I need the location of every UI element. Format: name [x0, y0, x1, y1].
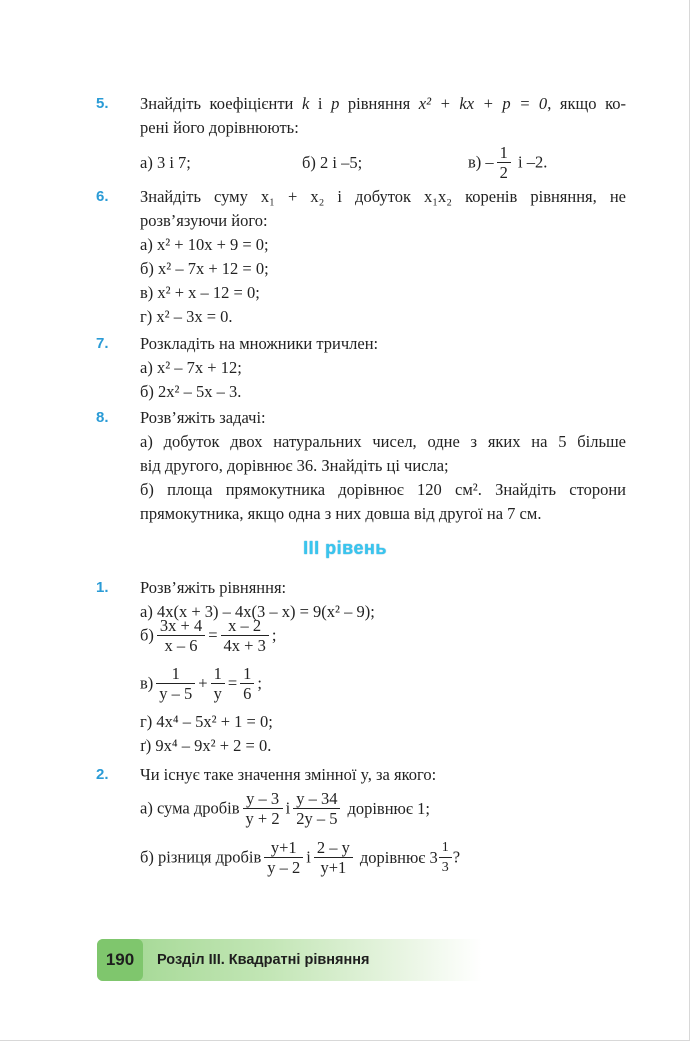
fraction: $\frac{y - 34}{2y - 5}$ — [293, 789, 340, 828]
chapter-title: Розділ ІІІ. Квадратні рівняння — [157, 952, 370, 968]
task-8-text: Розв’яжіть задачі: — [140, 408, 266, 427]
task-number: 6. — [96, 188, 109, 205]
task-8-b-line1: б) площа прямокутника дорівнює 120 см². Знайдіть сторони — [140, 480, 626, 499]
task-number: 1. — [96, 579, 109, 596]
l3-task-2-b: б) різниця дробів $\frac{y+1}{y - 2}$ і $\frac{2 - y}{y+1}$ дорівнює 3 $\frac{1}{3}$ ? — [140, 838, 461, 877]
task-number: 5. — [96, 95, 109, 112]
task-5-option-b: б) 2 і –5; — [302, 153, 363, 172]
task-5-text-cont: рені його дорівнюють: — [140, 118, 299, 137]
l3-task-1-c: в) $\frac{1}{y - 5}$ + $\frac{1}{y}$ = $\frac{1}{6}$ ; — [140, 664, 263, 703]
task-number: 7. — [96, 335, 109, 352]
task-6-item: а) x² + 10x + 9 = 0; — [140, 235, 269, 254]
l3-task-1-e: ґ) 9x⁴ – 9x² + 2 = 0. — [140, 736, 272, 755]
task-8-a-line2: від другого, дорівнює 36. Знайдіть ці числа; — [140, 456, 449, 475]
fraction: $\frac{x - 2}{4x + 3}$ — [221, 616, 269, 655]
page-number: 190 — [97, 939, 143, 981]
fraction: $\frac{y+1}{y - 2}$ — [264, 838, 303, 877]
task-6-text-cont: розв’язуючи його: — [140, 211, 268, 230]
task-6-item: в) x² + x – 12 = 0; — [140, 283, 260, 302]
task-8-a-line1: а) добуток двох натуральних чисел, одне з яких на 5 більше — [140, 432, 626, 451]
task-7-item: а) x² – 7x + 12; — [140, 358, 242, 377]
task-number: 2. — [96, 766, 109, 783]
fraction: $\frac{y - 3}{y + 2}$ — [243, 789, 283, 828]
fraction: $\frac{3x + 4}{x - 6}$ — [157, 616, 205, 655]
l3-task-1-a: а) 4x(x + 3) – 4x(3 – x) = 9(x² – 9); — [140, 602, 375, 621]
task-5-option-a: а) 3 і 7; — [140, 153, 191, 172]
l3-task-1-d: г) 4x⁴ – 5x² + 1 = 0; — [140, 712, 273, 731]
task-number: 8. — [96, 409, 109, 426]
fraction: $\frac{1}{y}$ — [211, 664, 225, 703]
task-7-text: Розкладіть на множники тричлен: — [140, 334, 379, 353]
level-heading: ІІІ рівень — [303, 538, 387, 558]
task-6-item: б) x² – 7x + 12 = 0; — [140, 259, 269, 278]
l3-task-2-text: Чи існує таке значення змінної y, за якого: — [140, 765, 437, 784]
fraction: $\frac{2 - y}{y+1}$ — [314, 838, 353, 877]
fraction: $\frac{1}{6}$ — [240, 664, 254, 703]
task-5-text: Знайдіть коефіцієнти k і p рівняння x² + kx + p = 0, якщо ко- — [140, 94, 626, 113]
l3-task-1-text: Розв’яжіть рівняння: — [140, 578, 287, 597]
task-6-text: Знайдіть суму x₁ + x₂ і добуток x₁x₂ коренів рівняння, не — [140, 187, 626, 206]
task-7-item: б) 2x² – 5x – 3. — [140, 382, 242, 401]
task-6-item: г) x² – 3x = 0. — [140, 307, 233, 326]
task-8-b-line2: прямокутника, якщо одна з них довша від другої на 7 см. — [140, 504, 542, 523]
l3-task-1-b: б) $\frac{3x + 4}{x - 6}$ = $\frac{x - 2}{4x + 3}$ ; — [140, 616, 277, 655]
fraction: $\frac{1}{y - 5}$ — [156, 664, 195, 703]
task-5-option-c: в) – $\frac{1}{2}$ і –2. — [468, 143, 548, 182]
fraction: $\frac{1}{3}$ — [439, 838, 452, 877]
fraction: $\frac{1}{2}$ — [497, 143, 511, 182]
l3-task-2-a: а) сума дробів $\frac{y - 3}{y + 2}$ і $\frac{y - 34}{2y - 5}$ дорівнює 1; — [140, 789, 430, 828]
